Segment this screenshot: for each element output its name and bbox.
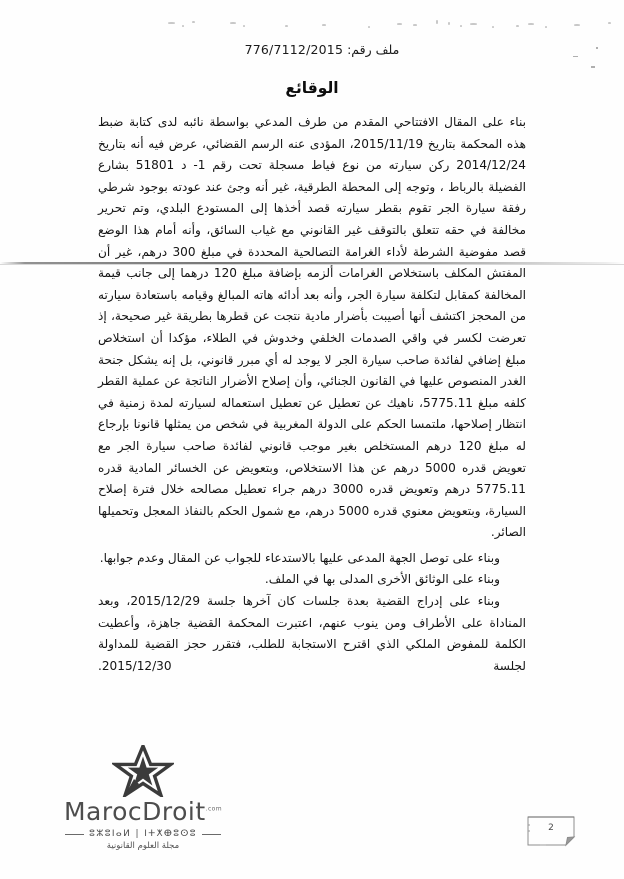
page-number-value: 2 [548,823,554,833]
logo-divider-bar-right [202,834,221,835]
file-reference-number: 776/7112/2015 [244,42,344,57]
paragraph-facts-main: بناء على المقال الافتتاحي المقدم من طرف المدعي بواسطة نائبه لدى كتابة ضبط هذه المحكمة بتاريخ 2015/11/19، المؤدى عنه الرسم القضائي، عرض فيه أنه بتاريخ 2014/12/24 ركن سيارته من نوع فياط مسجلة تحت رقم 1- د 51801 بشارع الفضيلة بالرباط ، وتوجه إلى المحطة الطرقية، غير أنه وجئ عند عودته بوجود شرطي رفقة سيارة الجر تقوم بقطر سيارته قصد أخذها إلى المستودع البلدي، وتم تحرير مخالفة في حقه تتعلق بالتوقف غير القانوني مع غياب السائق، وأنه أمام هذا الوضع قصد مفوضية الشرطة لأداء الغرامة التصالحية المحددة في مبلغ 300 درهم، غير أن المفتش المكلف باستخلاص الغرامات ألزمه بإضافة مبلغ 120 درهما إلى جانب قيمة المخالفة كمقابل لتكلفة سيارة الجر، وأنه بعد أدائه هاته المبالغ وقيامه باستعادة سيارته من المحجز اكتشف أنها أصيبت بأضرار مادية نتجت عن قطرها بطريقة غير صحيحة، إذ تعرضت لكسر في واقي الصدمات الخلفي وخدوش في الطلاء، مؤكدا أن استخلاص مبلغ إضافي لفائدة صاحب سيارة الجر لا يوجد له أي مبرر قانوني، بل إنه يشكل جنحة الغدر المنصوص عليها في القانون الجنائي، وأن إصلاح الأضرار الناتجة عن عملية القطر كلفه مبلغ 5775.11، ناهيك عن تعطيل عن تعطيل استعماله لسيارته لمدة زمنية في انتظار إصلاحها، ملتمسا الحكم على الدولة المغربية في شخص من يمثلها قانونا بإرجاع له مبلغ 120 درهم المستخلص بغير موجب قانوني لفائدة صاحب سيارة الجر مع تعويض قدره 5000 درهم عن هذا الاستخلاص، وبتعويض عن الخسائر المادية قدره 5775.11 درهم وتعويض قدره 3000 درهم جراء تعطيل مصالحه خلال فترة إصلاح السيارة، وبتعويض معنوي قدره 5000 درهم، مع شمول الحكم بالنفاذ المعجل وتحميلها الصائر. [98,115,527,540]
paragraph-recital-3: وبناء على إدراج القضية بعدة جلسات كان آخرها جلسة 2015/12/29، وبعد المناداة على الأطراف ومن ينوب عنهم، اعتبرت المحكمة القضية جاهزة، وأعطيت الكلمة للمفوض الملكي الذي اقترح الاستجابة للطلب، فتقرر حجز القضية للمداولة لجلسة 2015/12/30. [98,594,526,673]
document-body [98,112,526,677]
file-reference-header [0,42,624,57]
marocdroit-logo [58,745,228,850]
paragraph-recital-1: وبناء على توصل الجهة المدعى عليها بالاستدعاء للجواب عن المقال وعدم جوابها. [99,550,500,565]
logo-divider-bar-left [65,834,84,835]
logo-domain-suffix: .com [205,805,222,813]
logo-arabic-tagline: مجلة العلوم القانونية [106,841,180,851]
page-title: الوقائع [285,79,339,97]
logo-wordmark [64,799,222,824]
logo-wordmark-text: MarocDroit [63,797,206,826]
five-pointed-star-icon [58,745,228,797]
logo-tifinagh-text: ⵓⵣⵓⵏⴰⵍ | ⵏⵜⵅⴲⵓⵙⵓ [89,829,197,839]
paragraph-recital-2: وبناء على الوثائق الأخرى المدلى بها في الملف. [264,572,500,587]
scan-noise-top [0,0,624,34]
logo-divider [65,829,221,839]
page-number-marker [526,815,582,847]
file-reference-label: ملف رقم: [347,42,400,57]
